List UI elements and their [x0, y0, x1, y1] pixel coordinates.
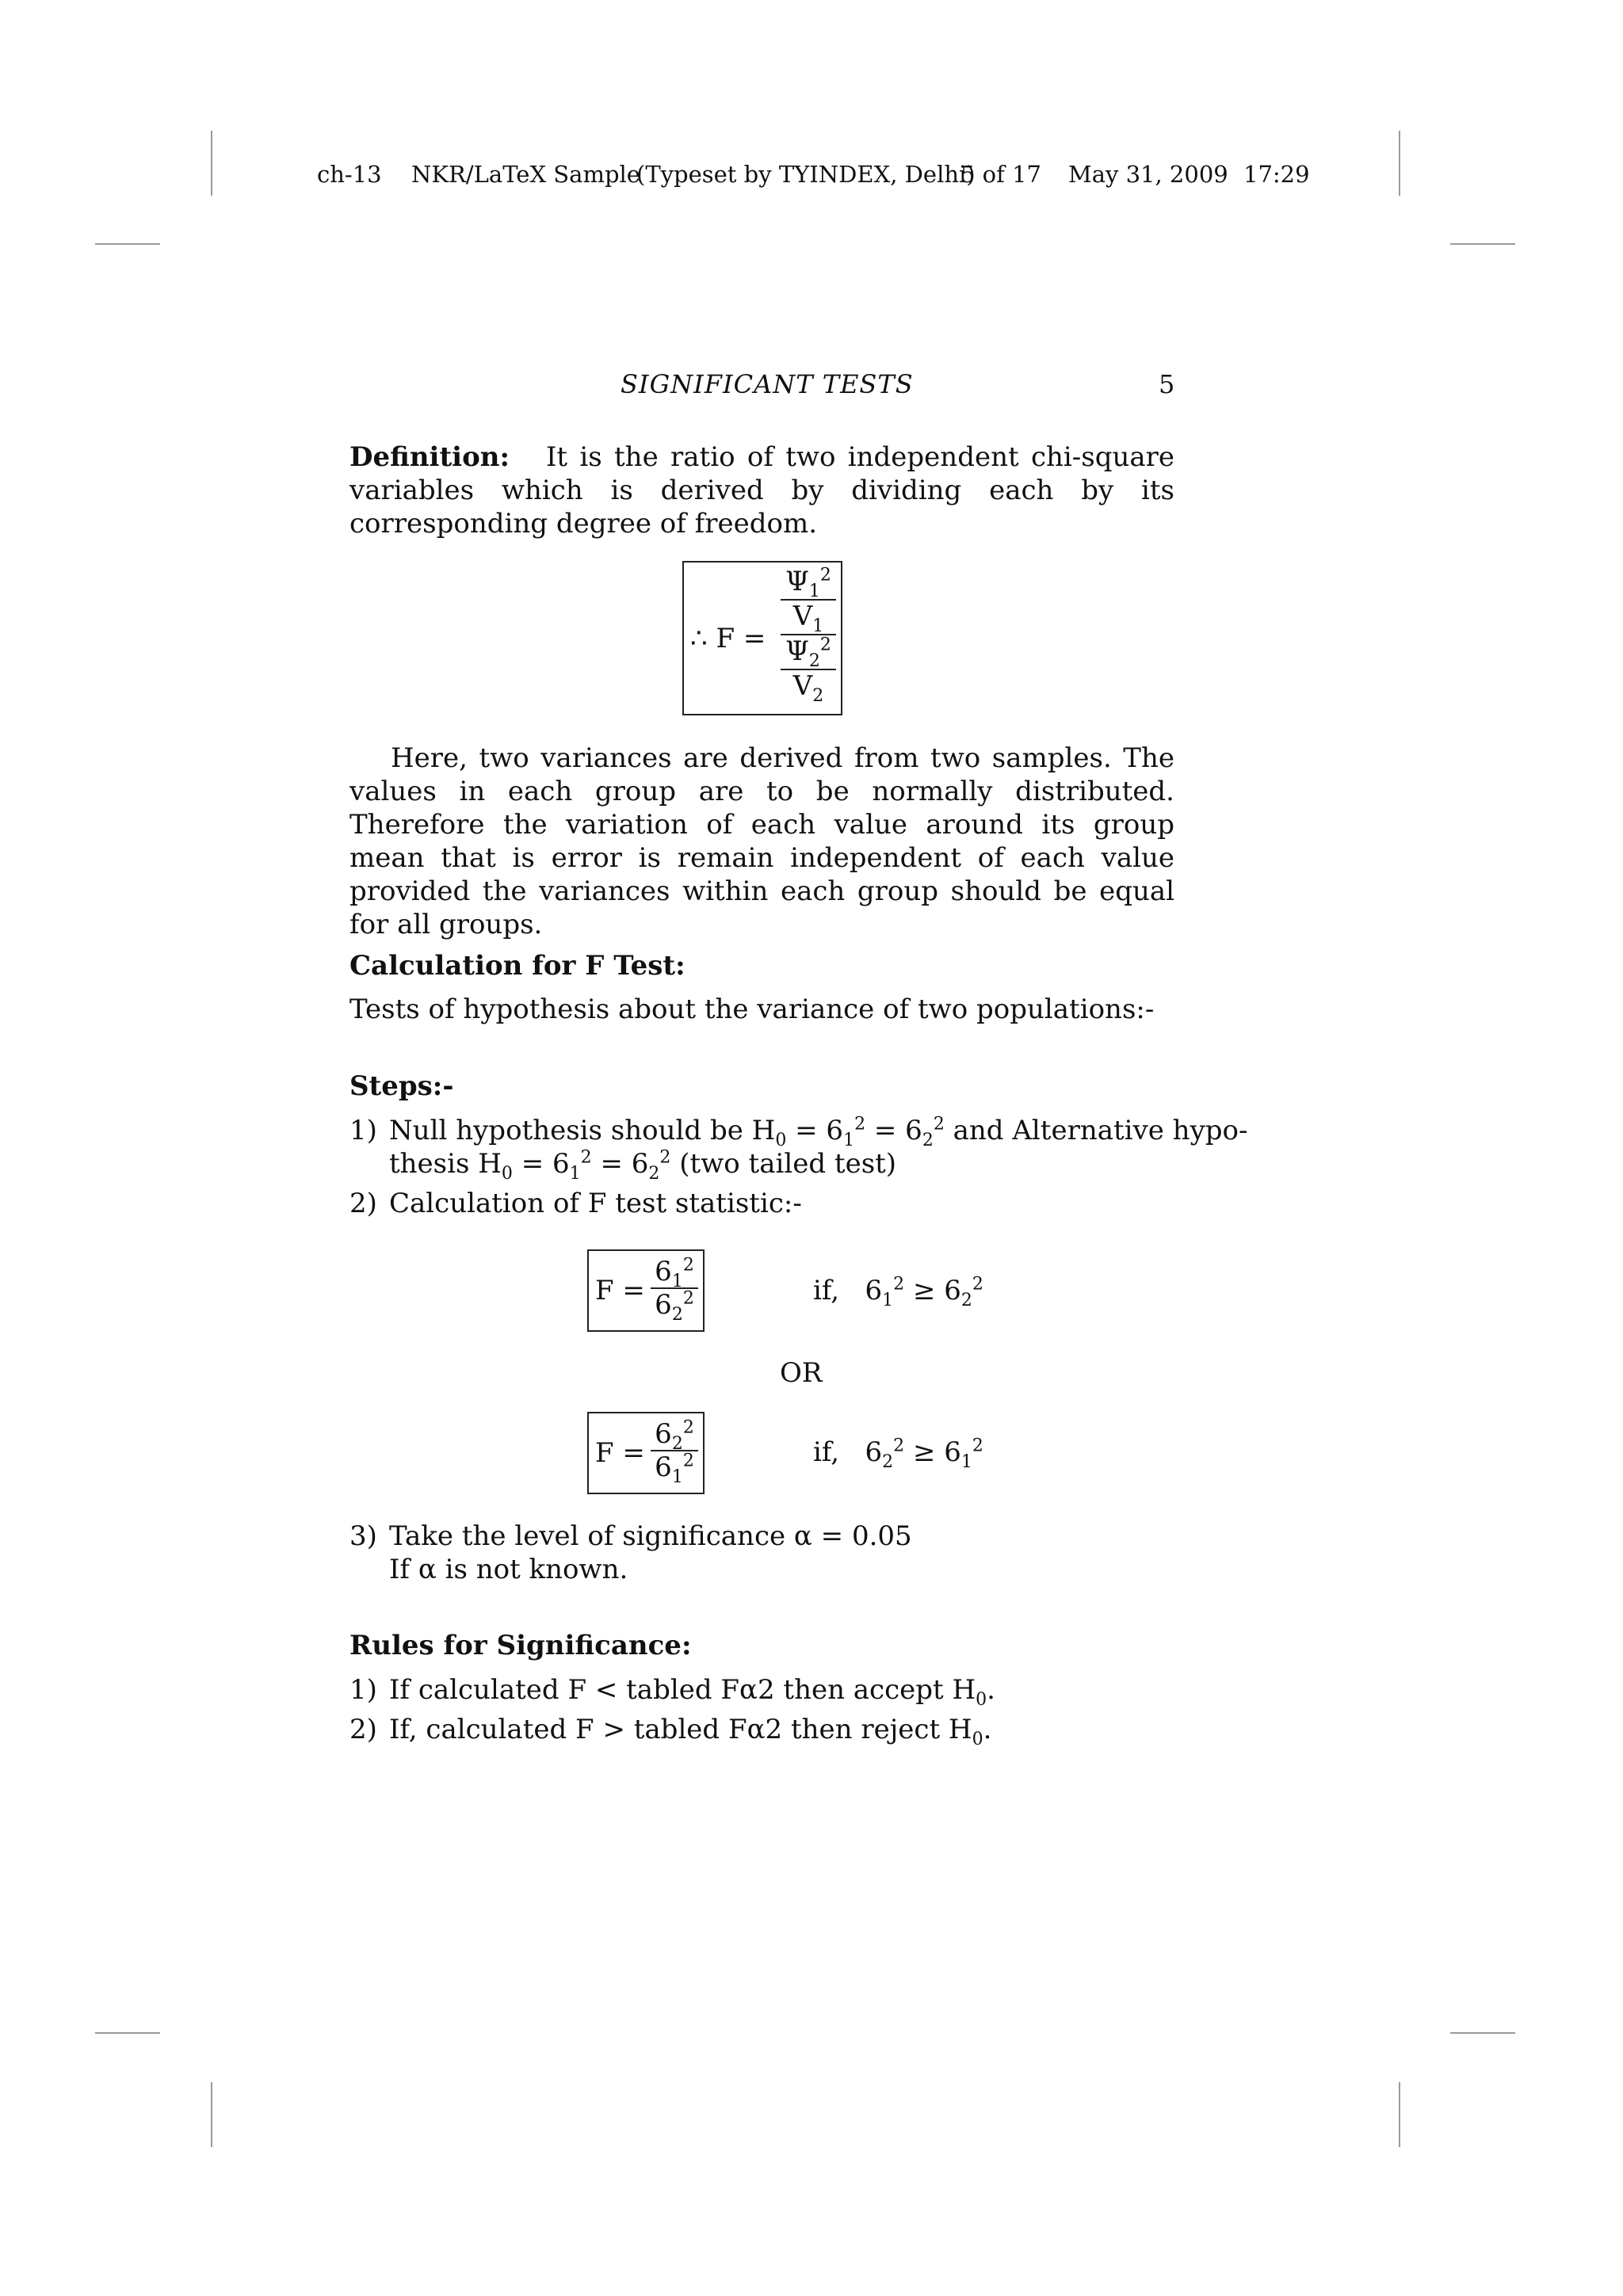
sub: 2 — [648, 1163, 660, 1184]
formula1-lhs: ∴ F = — [690, 623, 766, 654]
crop-mark-top-right — [1399, 131, 1400, 196]
sub: 1 — [843, 1130, 855, 1150]
step-1-line-1 — [349, 1114, 1248, 1150]
psi-2: Ψ — [785, 635, 809, 667]
sub: 2 — [671, 1304, 683, 1325]
text: (two tailed test) — [670, 1148, 897, 1180]
sub: 2 — [922, 1130, 934, 1150]
running-title: SIGNIFICANT TESTS — [621, 369, 914, 399]
sup: 2 — [972, 1436, 983, 1456]
sup: 2 — [893, 1436, 905, 1456]
formula-f-ratio-chi — [682, 561, 842, 715]
or-separator: OR — [780, 1357, 823, 1389]
sub: 0 — [976, 1689, 987, 1710]
definition-label: Definition: — [349, 441, 510, 473]
sub: 0 — [501, 1163, 513, 1184]
formula2-condition — [813, 1274, 983, 1310]
sub: 2 — [671, 1433, 683, 1454]
step-3-line-2 — [389, 1553, 628, 1586]
crop-mark-bottom-right — [1399, 2082, 1400, 2147]
rules-heading: Rules for Significance: — [349, 1630, 692, 1661]
sup: 2 — [972, 1274, 983, 1295]
rule-1 — [349, 1673, 995, 1710]
text: . — [987, 1674, 995, 1706]
text: 6 — [865, 1275, 883, 1306]
sub: 2 — [812, 685, 824, 706]
v-1: V — [792, 601, 813, 632]
variance-paragraph-text: Here, two variances are derived from two samples. The values in each group are to be normally distributed. Therefore the variation of each value around its group mean that is error is remain independent of each value provided the variances within each group should be equal for all groups. — [349, 742, 1174, 940]
crop-mark-top-left-h — [95, 243, 160, 245]
sup: 2 — [819, 565, 831, 585]
sup: 2 — [682, 1417, 694, 1438]
sup: 2 — [682, 1451, 694, 1471]
step-3-number: 3) — [349, 1520, 377, 1552]
header-sample: NKR/LaTeX Sample — [411, 161, 640, 188]
sup: 2 — [682, 1288, 694, 1309]
sub: 2 — [882, 1451, 894, 1472]
text: if, — [813, 1275, 840, 1306]
sup: 2 — [933, 1114, 945, 1135]
header-date: May 31, 2009 — [1068, 161, 1228, 188]
header-time: 17:29 — [1243, 161, 1310, 188]
crop-mark-bottom-left — [211, 2082, 212, 2147]
sub: 1 — [671, 1271, 683, 1291]
rule-2 — [349, 1713, 992, 1749]
header-typeset: (Typeset by TYINDEX, Delhi) — [636, 161, 976, 188]
sub: 1 — [671, 1466, 683, 1487]
steps-heading: Steps:- — [349, 1070, 454, 1102]
sup: 2 — [893, 1274, 905, 1295]
sub: 1 — [808, 581, 820, 601]
calc-heading: Calculation for F Test: — [349, 950, 685, 982]
text: ≥ 6 — [904, 1275, 961, 1306]
formula-f-case-2 — [587, 1412, 705, 1494]
text: if, — [813, 1436, 840, 1468]
step-1-number: 1) — [349, 1115, 377, 1146]
header-pages: 5 of 17 — [960, 161, 1041, 188]
text: If α is not known. — [389, 1554, 628, 1585]
text: 6 — [655, 1256, 672, 1287]
step-2-number: 2) — [349, 1188, 377, 1219]
rule-2-number: 2) — [349, 1714, 377, 1745]
text: Null hypothesis should be H — [389, 1115, 776, 1146]
variance-paragraph — [349, 742, 1174, 941]
calc-text: Tests of hypothesis about the variance of two populations:- — [349, 994, 1155, 1025]
sup: 2 — [682, 1255, 694, 1276]
text: ≥ 6 — [904, 1436, 961, 1468]
text: thesis H — [389, 1148, 502, 1180]
sub: 1 — [882, 1290, 894, 1310]
formula3-lhs: F = — [595, 1437, 645, 1469]
text: = 6 — [865, 1115, 922, 1146]
crop-mark-top-left — [211, 131, 212, 196]
step-2 — [349, 1187, 802, 1220]
step-3-line-1 — [349, 1520, 912, 1553]
definition-text: It is the ratio of two independent chi-square variables which is derived by dividing each by its corresponding degree of freedom. — [349, 441, 1174, 540]
sup: 2 — [659, 1147, 671, 1168]
text: 6 — [655, 1289, 672, 1321]
formula2-lhs: F = — [595, 1275, 645, 1306]
sup: 2 — [854, 1114, 866, 1135]
step-1-line-2 — [389, 1147, 897, 1184]
crop-mark-bottom-left-h — [95, 2032, 160, 2034]
text: If, calculated F > tabled Fα2 then reject H — [389, 1714, 972, 1745]
text: 6 — [655, 1451, 672, 1483]
header-chapter: ch-13 — [317, 161, 382, 188]
sub: 1 — [960, 1451, 972, 1472]
crop-mark-top-right-h — [1450, 243, 1515, 245]
sub: 2 — [960, 1290, 972, 1310]
page-number: 5 — [1159, 369, 1175, 399]
text: = 6 — [591, 1148, 649, 1180]
text: If calculated F < tabled Fα2 then accept H — [389, 1674, 976, 1706]
sub: 0 — [972, 1729, 983, 1749]
psi-1: Ψ — [785, 566, 809, 597]
rule-1-number: 1) — [349, 1674, 377, 1706]
text: and Alternative hypo- — [944, 1115, 1248, 1146]
sup: 2 — [819, 635, 831, 655]
text: 6 — [655, 1418, 672, 1450]
sub: 1 — [569, 1163, 581, 1184]
sub: 0 — [775, 1130, 787, 1150]
text: Calculation of F test statistic:- — [389, 1188, 802, 1219]
text: . — [983, 1714, 992, 1745]
definition-paragraph — [349, 441, 1174, 540]
text: 6 — [865, 1436, 883, 1468]
formula3-condition — [813, 1436, 983, 1472]
sub: 2 — [808, 650, 820, 671]
text: = 6 — [512, 1148, 570, 1180]
crop-mark-bottom-right-h — [1450, 2032, 1515, 2034]
text: Take the level of significance α = 0.05 — [389, 1520, 912, 1552]
v-2: V — [792, 670, 813, 702]
sup: 2 — [580, 1147, 592, 1168]
formula-f-case-1 — [587, 1249, 705, 1332]
text: = 6 — [786, 1115, 844, 1146]
sub: 1 — [812, 616, 824, 636]
